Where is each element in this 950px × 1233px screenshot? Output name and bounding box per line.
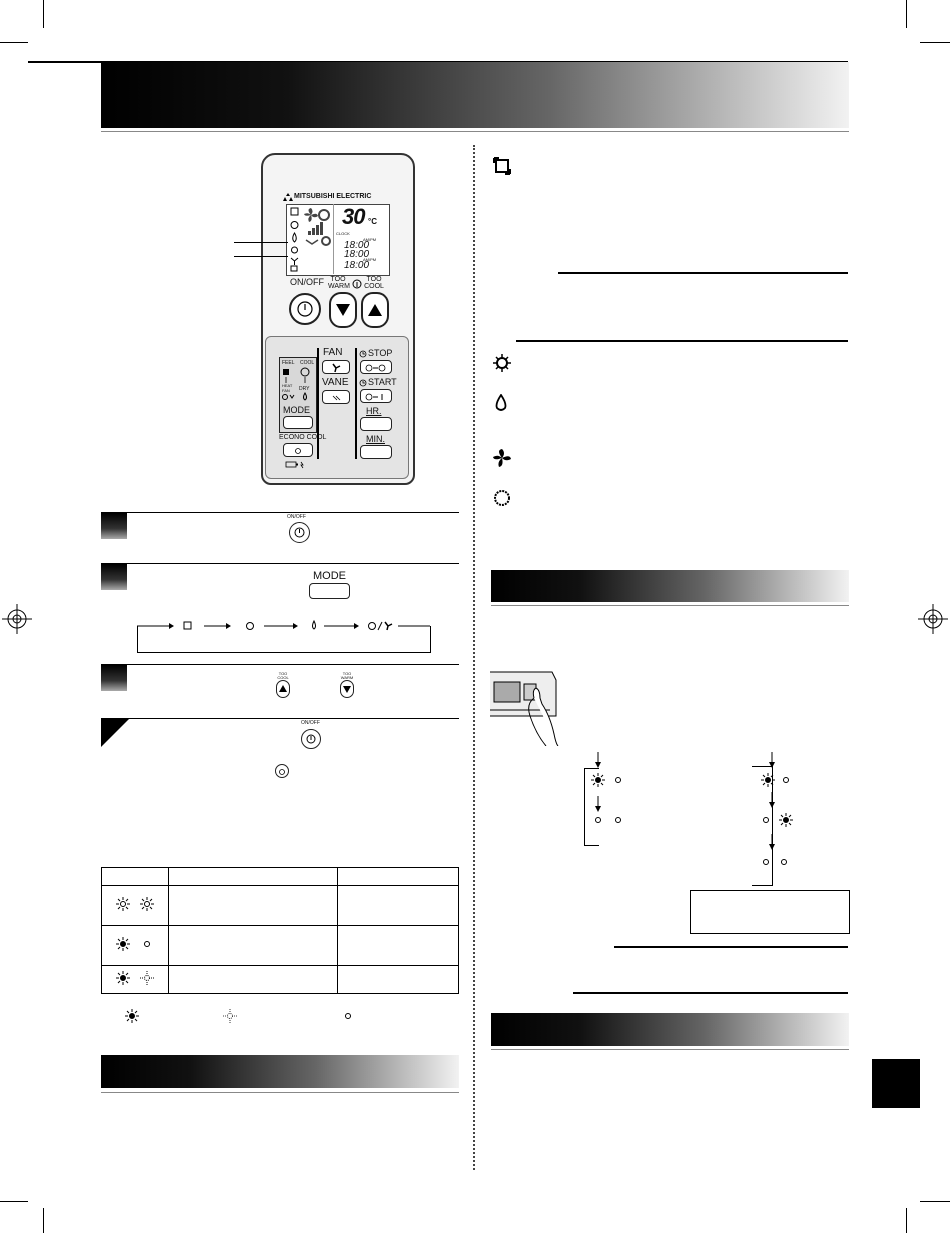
lcd-clock-label: CLOCK	[336, 231, 350, 236]
down-triangle-icon	[331, 294, 355, 326]
vane-label: VANE	[322, 377, 349, 388]
led-on-blink-icon	[105, 970, 165, 986]
mitsubishi-logo-icon	[283, 193, 293, 201]
small-onoff-button	[275, 764, 289, 778]
remote-hr-button[interactable]	[360, 417, 392, 431]
step-3-cool-label: TOO COOL	[277, 671, 289, 680]
lcd-temperature: 30	[342, 204, 365, 229]
remote-timer-start-button[interactable]	[360, 389, 392, 403]
section-header-right-2	[491, 1013, 849, 1046]
panel-divider	[317, 348, 319, 459]
lcd-unit: °C	[368, 217, 377, 226]
lcd-off-time: 18:00	[344, 249, 370, 260]
mode-label: MODE	[283, 405, 310, 415]
header-shadow	[101, 1092, 459, 1093]
step-2-button-label: MODE	[313, 570, 346, 582]
remote-too-warm-label: TOO WARM	[328, 276, 350, 290]
vane-icon	[323, 392, 349, 404]
down-triangle-icon	[341, 681, 353, 697]
clock-icon	[359, 350, 367, 358]
registration-mark-left	[2, 604, 32, 634]
led-cell	[102, 926, 169, 966]
mode-cool-label: COOL	[300, 360, 315, 366]
led-status-table	[101, 867, 459, 994]
lcd-fan-icon	[302, 207, 332, 247]
led-blink-icon	[105, 896, 165, 912]
lcd-clock-time: 18:00	[344, 240, 370, 251]
step-2-mode-button	[309, 583, 350, 599]
crop-mark	[43, 1208, 44, 1233]
step-rule	[101, 664, 459, 665]
note-rule	[573, 992, 848, 994]
heat-mode-icon	[492, 488, 512, 508]
note-rule	[516, 340, 848, 342]
lcd-mode-icons	[289, 206, 301, 272]
panel-divider	[355, 348, 357, 459]
min-label: MIN.	[366, 434, 385, 444]
mode-dry-label: DRY	[299, 386, 310, 392]
section-header-right-1	[491, 570, 849, 602]
step-3-too-warm-button	[340, 680, 354, 698]
crop-mark	[906, 1208, 907, 1233]
note-rule	[614, 946, 848, 948]
step-4-marker	[101, 719, 129, 747]
page-tab	[872, 1059, 920, 1108]
remote-min-button[interactable]	[360, 445, 392, 459]
step-1-button-label: ON/OFF	[287, 514, 306, 520]
info-icon	[352, 279, 362, 289]
leader-line	[234, 242, 288, 243]
remote-mode-button[interactable]	[283, 416, 313, 429]
remote-too-cool-button[interactable]	[361, 292, 389, 328]
cool-mode-icon	[493, 354, 511, 372]
power-icon	[302, 730, 320, 748]
remote-brand: MITSUBISHI ELECTRIC	[294, 193, 372, 200]
step-3-too-cool-button	[276, 680, 290, 698]
remote-timer-stop-button[interactable]	[360, 360, 392, 374]
auto-mode-icon	[492, 156, 512, 176]
led-seq-right	[752, 752, 802, 872]
mode-cycle-arrows	[136, 617, 432, 635]
econo-cool-label: ECONO COOL	[279, 434, 327, 441]
header-shadow	[491, 1049, 849, 1050]
step-3-marker	[101, 665, 127, 691]
page-header-bar	[101, 62, 849, 128]
note-rule	[558, 272, 848, 274]
power-icon	[276, 766, 288, 778]
header-shadow	[101, 131, 849, 132]
dry-mode-icon	[494, 394, 508, 412]
power-icon	[291, 295, 319, 323]
mode-heat-label: HEAT	[282, 383, 293, 388]
mode-fan-label: FAN	[282, 388, 290, 393]
crop-mark	[906, 0, 907, 28]
battery-icon	[285, 461, 307, 469]
step-rule	[101, 563, 459, 564]
remote-fan-button[interactable]	[322, 360, 350, 374]
step-rule	[101, 512, 459, 513]
lcd-on-time: 18:00	[344, 260, 370, 271]
step-1-marker	[101, 513, 127, 539]
crop-mark	[0, 42, 28, 43]
led-seq-left	[586, 752, 636, 832]
snowflake-icon	[284, 445, 312, 457]
step-2-marker	[101, 564, 127, 590]
header-shadow	[491, 605, 849, 606]
fan-mode-icon	[492, 448, 512, 468]
remote-too-warm-button[interactable]	[329, 292, 357, 328]
led-cell	[102, 886, 169, 926]
remote-too-cool-label: TOO COOL	[364, 276, 384, 290]
leader-line	[234, 256, 288, 257]
step-4-button-label: ON/OFF	[301, 720, 320, 726]
timer-on-icon	[361, 391, 391, 403]
start-label: START	[368, 377, 397, 387]
crop-mark	[920, 42, 950, 43]
remote-onoff-label: ON/OFF	[290, 277, 324, 287]
registration-mark-right	[918, 604, 948, 634]
step-3-warm-label: TOO WARM	[340, 671, 354, 680]
crop-mark	[43, 0, 44, 28]
lcd-ampm: AM/PM	[363, 237, 377, 242]
step-rule	[101, 718, 459, 719]
indoor-unit-illustration	[490, 664, 570, 746]
mode-feel-label: FEEL	[282, 360, 295, 366]
stop-label: STOP	[368, 348, 393, 358]
remote-onoff-button[interactable]	[289, 293, 321, 325]
led-on-off-icon	[105, 936, 165, 952]
fan-label: FAN	[323, 347, 343, 358]
crop-mark	[0, 1201, 28, 1202]
fan-icon	[323, 362, 349, 374]
column-divider	[473, 145, 475, 1170]
led-legend	[122, 1008, 382, 1024]
crop-mark	[920, 1201, 950, 1202]
up-triangle-icon	[363, 294, 387, 326]
lcd-divider	[333, 204, 334, 274]
clock-icon	[359, 379, 367, 387]
power-icon	[290, 523, 309, 542]
led-cell	[102, 966, 169, 994]
remote-econo-cool-button[interactable]	[283, 443, 313, 457]
timer-off-icon	[361, 362, 391, 374]
lcd-ampm-2: AM/PM	[363, 257, 377, 262]
step-1-onoff-button	[289, 522, 310, 543]
step-4-onoff-button	[301, 729, 321, 749]
remote-vane-button[interactable]	[322, 390, 350, 404]
up-triangle-icon	[277, 681, 289, 697]
note-box	[690, 890, 850, 934]
section-header-left-bottom	[101, 1055, 459, 1088]
hr-label: HR.	[366, 406, 382, 416]
